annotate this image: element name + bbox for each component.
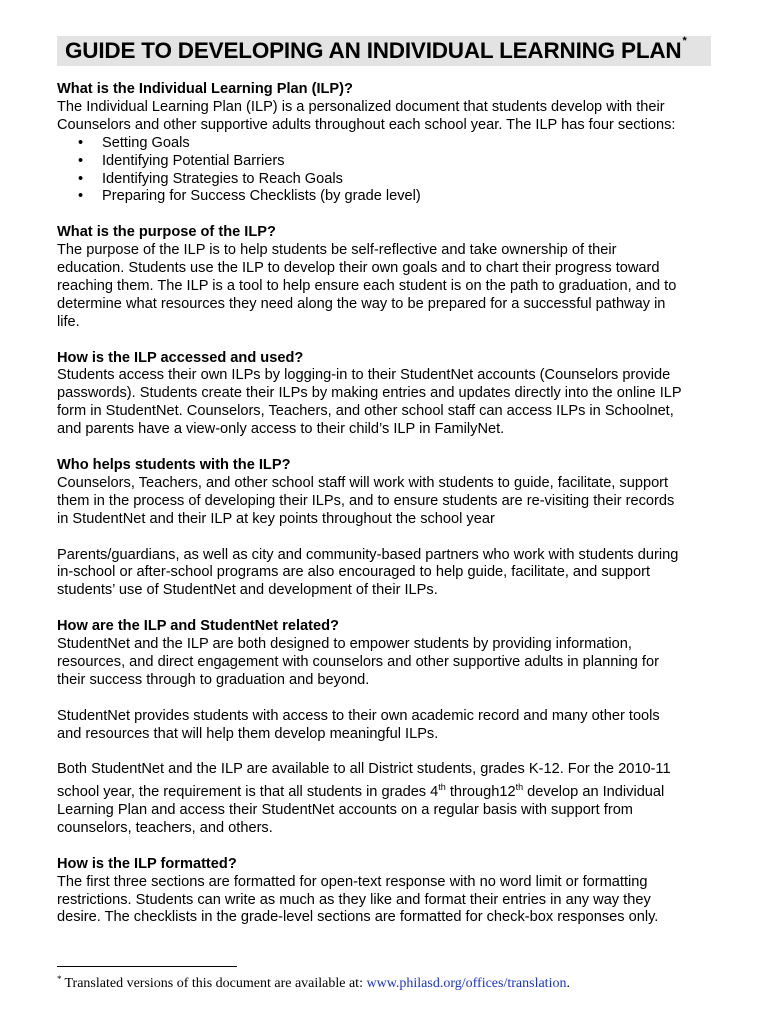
paragraph-line: Both StudentNet and the ILP are available to all District students, grades K-12. For the 2010-11 bbox=[57, 761, 671, 778]
section-heading: How is the ILP accessed and used? bbox=[57, 349, 304, 366]
section-formatted bbox=[57, 856, 727, 928]
paragraph-line: The Individual Learning Plan (ILP) is a personalized document that students develop with their bbox=[57, 98, 665, 115]
bullet-icon: • bbox=[78, 188, 84, 205]
paragraph-line: reaching them. The ILP is a tool to help ensure each student is on the path to graduation, and to bbox=[57, 277, 677, 294]
paragraph-line: Counselors and other supportive adults throughout each school year. The ILP has four sections: bbox=[57, 116, 676, 133]
translation-link[interactable]: www.philasd.org/offices/translation bbox=[366, 976, 567, 991]
paragraph-line: StudentNet provides students with access to their own academic record and many other tools bbox=[57, 707, 660, 724]
paragraph-line: counselors, teachers, and others. bbox=[57, 819, 273, 836]
page-title: GUIDE TO DEVELOPING AN INDIVIDUAL LEARNING PLAN* bbox=[65, 34, 687, 63]
paragraph-line: in-school or after-school programs are also encouraged to help guide, facilitate, and support bbox=[57, 564, 651, 581]
paragraph-line: form in StudentNet. Counselors, Teachers, and other school staff can access ILPs in Schoolnet, bbox=[57, 403, 674, 420]
paragraph-line: life. bbox=[57, 313, 80, 330]
paragraph-line: Parents/guardians, as well as city and community-based partners who work with students during bbox=[57, 546, 679, 563]
title-bar bbox=[57, 36, 711, 66]
footnote-mark: * bbox=[57, 974, 62, 984]
section-what-is-ilp bbox=[57, 81, 727, 206]
sections-list bbox=[57, 135, 727, 207]
section-who-helps bbox=[57, 457, 727, 600]
section-heading: What is the purpose of the ILP? bbox=[57, 224, 276, 241]
list-item: • Preparing for Success Checklists (by grade level) bbox=[78, 188, 421, 205]
paragraph-line: and parents have a view-only access to their child’s ILP in FamilyNet. bbox=[57, 421, 505, 438]
paragraph-line: education. Students use the ILP to develop their own goals and to chart their progress toward bbox=[57, 260, 660, 277]
footnote-divider bbox=[57, 966, 237, 967]
paragraph-line: students’ use of StudentNet and development of their ILPs. bbox=[57, 582, 438, 599]
bullet-icon: • bbox=[78, 170, 84, 187]
paragraph-line: determine what resources they need along the way to be prepared for a successful pathway in bbox=[57, 295, 666, 312]
superscript: th bbox=[438, 782, 446, 793]
footnote: * Translated versions of this document are available at: www.philasd.org/offices/translation. bbox=[57, 974, 570, 991]
document-body bbox=[57, 81, 727, 945]
section-heading: Who helps students with the ILP? bbox=[57, 456, 291, 473]
paragraph-line: StudentNet and the ILP are both designed to empower students by providing information, bbox=[57, 636, 632, 653]
paragraph-line: Learning Plan and access their StudentNet accounts on a regular basis with support from bbox=[57, 802, 633, 818]
section-heading: How are the ILP and StudentNet related? bbox=[57, 618, 339, 635]
section-related bbox=[57, 618, 727, 838]
paragraph-line: in StudentNet and their ILP at key points throughout the school year bbox=[57, 510, 495, 527]
bullet-icon: • bbox=[78, 134, 84, 151]
paragraph-line: and resources that will help them develop meaningful ILPs. bbox=[57, 725, 439, 742]
paragraph-line: school year, the requirement is that all students in grades 4th through12th develop an Individual bbox=[57, 782, 665, 801]
paragraph-line: their success through to graduation and beyond. bbox=[57, 671, 370, 688]
title-footnote-mark: * bbox=[682, 34, 687, 47]
section-accessed bbox=[57, 350, 727, 440]
paragraph-line: restrictions. Students can write as much as they like and format their entries in any way they bbox=[57, 891, 651, 908]
section-heading: How is the ILP formatted? bbox=[57, 855, 237, 872]
paragraph-line: The purpose of the ILP is to help students be self-reflective and take ownership of their bbox=[57, 242, 617, 259]
paragraph-line: them in the process of developing their ILPs, and to ensure students are re-visiting their records bbox=[57, 492, 675, 509]
paragraph-line: Counselors, Teachers, and other school staff will work with students to guide, facilitate, support bbox=[57, 474, 669, 491]
bullet-icon: • bbox=[78, 152, 84, 169]
section-purpose bbox=[57, 224, 727, 331]
superscript: th bbox=[515, 782, 524, 793]
paragraph-line: resources, and direct engagement with counselors and other supportive adults in planning for bbox=[57, 653, 659, 670]
footnote-text: Translated versions of this document are available at: bbox=[64, 976, 367, 991]
section-heading: What is the Individual Learning Plan (ILP)? bbox=[57, 81, 353, 97]
list-item: • Identifying Strategies to Reach Goals bbox=[78, 170, 343, 187]
paragraph-line: Students access their own ILPs by logging-in to their StudentNet accounts (Counselors provide bbox=[57, 367, 671, 384]
paragraph-line: desire. The checklists in the grade-level sections are formatted for check-box responses only. bbox=[57, 909, 659, 926]
paragraph-line: passwords). Students create their ILPs by making entries and updates directly into the online ILP bbox=[57, 385, 682, 402]
list-item: • Identifying Potential Barriers bbox=[78, 152, 285, 169]
list-item: • Setting Goals bbox=[78, 134, 190, 151]
paragraph-line: The first three sections are formatted for open-text response with no word limit or formatting bbox=[57, 873, 648, 890]
